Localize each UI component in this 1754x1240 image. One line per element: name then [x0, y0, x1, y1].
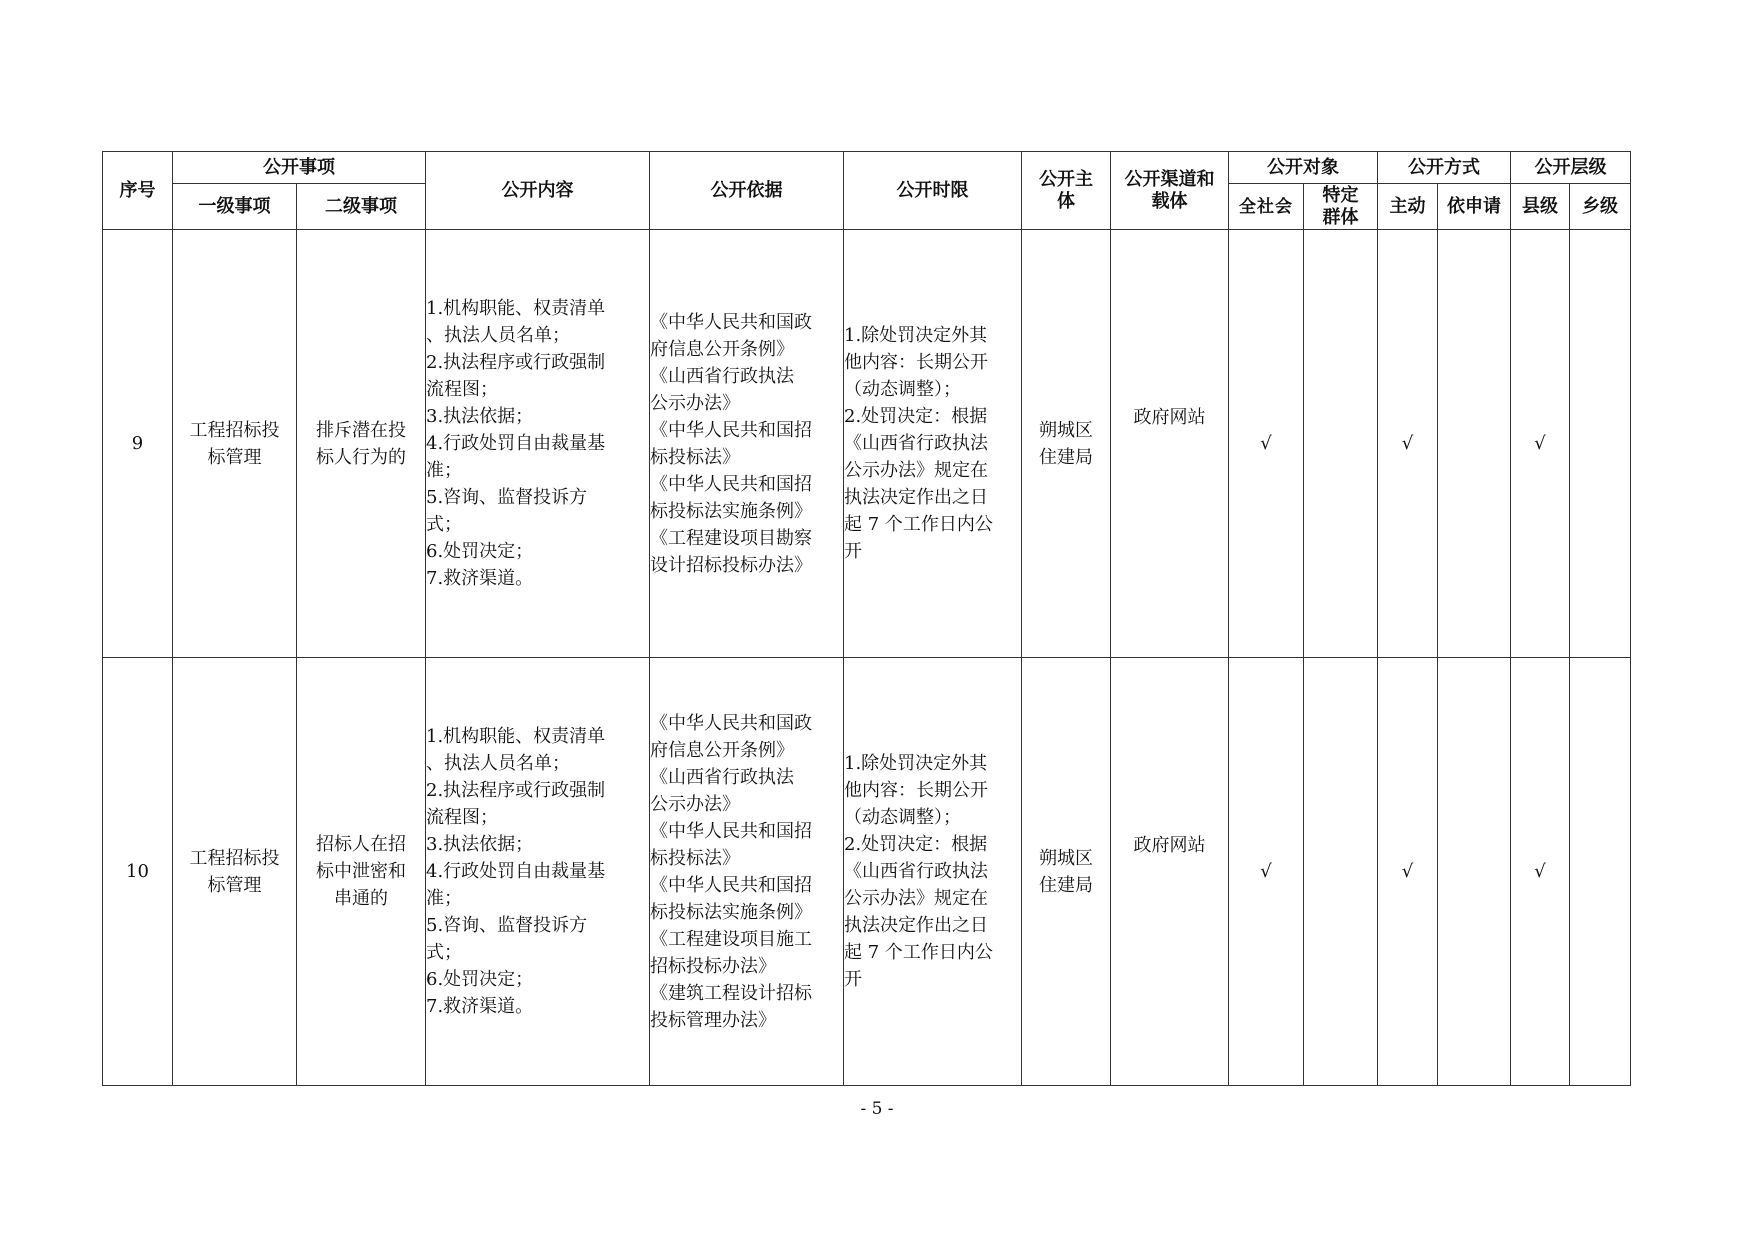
period-line: 2.处罚决定：根据	[844, 406, 988, 427]
period-line: 《山西省行政执法	[844, 433, 988, 454]
basis-line: 招标投标办法》	[650, 955, 776, 977]
period-line: 公示办法》规定在	[844, 460, 988, 481]
header-content: 公开内容	[426, 152, 650, 230]
content-line: 5.咨询、监督投诉方	[426, 487, 588, 508]
period-line: 《山西省行政执法	[844, 861, 988, 882]
basis-line: 《中华人民共和国政	[650, 712, 812, 734]
basis-line: 《建筑工程设计招标	[650, 982, 812, 1004]
content-line: 准；	[426, 888, 462, 909]
basis-line: 《中华人民共和国招	[650, 419, 812, 441]
basis-line: 《工程建设项目勘察	[650, 527, 812, 549]
row-content	[426, 658, 650, 1086]
basis-line: 《中华人民共和国政	[650, 311, 812, 333]
content-line: 7.救济渠道。	[426, 996, 534, 1017]
basis-line: 设计招标投标办法》	[650, 554, 812, 576]
basis-line: 标投标法》	[650, 847, 740, 869]
row-level2-line: 标中泄密和	[316, 861, 406, 882]
header-level-county: 县级	[1511, 184, 1570, 230]
row-basis	[650, 658, 844, 1086]
content-line: 1.机构职能、权责清单	[426, 298, 606, 319]
header-target: 公开对象	[1229, 152, 1378, 184]
basis-line: 《中华人民共和国招	[650, 820, 812, 842]
period-line: 1.除处罚决定外其	[844, 325, 988, 346]
row-level-township	[1570, 230, 1631, 658]
content-line: 2.执法程序或行政强制	[426, 352, 606, 373]
header-level1: 一级事项	[173, 184, 297, 230]
period-line: （动态调整）；	[844, 379, 961, 400]
header-seq: 序号	[103, 152, 173, 230]
row-level-township	[1570, 658, 1631, 1086]
row-level1-line: 标管理	[207, 874, 262, 896]
basis-line: 《中华人民共和国招	[650, 874, 812, 896]
period-line: （动态调整）；	[844, 807, 961, 828]
header-target-specific	[1304, 184, 1378, 230]
row-level1-line: 工程招标投	[189, 847, 280, 869]
basis-line: 投标管理办法》	[650, 1009, 776, 1031]
content-line: 6.处罚决定；	[426, 541, 534, 562]
row-method-active: √	[1378, 230, 1438, 658]
basis-line: 标投标法》	[650, 446, 740, 468]
header-subject-line1: 公开主	[1039, 168, 1093, 190]
header-subject-line2: 体	[1057, 190, 1075, 212]
content-line: 流程图；	[426, 379, 498, 400]
row-target-all: √	[1229, 230, 1304, 658]
header-channel	[1111, 152, 1229, 230]
row-level2	[297, 658, 426, 1086]
basis-line: 《工程建设项目施工	[650, 928, 812, 950]
content-line: 7.救济渠道。	[426, 568, 534, 589]
row-basis	[650, 230, 844, 658]
period-line: 起 7 个工作日内公	[844, 514, 993, 535]
header-target-all: 全社会	[1229, 184, 1304, 230]
period-line: 1.除处罚决定外其	[844, 753, 988, 774]
content-line: 流程图；	[426, 807, 498, 828]
header-period: 公开时限	[844, 152, 1022, 230]
row-level2-line: 串通的	[334, 888, 388, 909]
row-level2-line: 标人行为的	[316, 446, 406, 468]
period-line: 开	[844, 541, 862, 562]
disclosure-table	[102, 151, 1631, 1086]
row-method-active: √	[1378, 658, 1438, 1086]
row-target-specific	[1304, 658, 1378, 1086]
row-method-request	[1438, 658, 1511, 1086]
period-line: 起 7 个工作日内公	[844, 942, 993, 963]
content-line: 、执法人员名单；	[426, 325, 570, 346]
row-period	[844, 658, 1022, 1086]
channel-text: 政府网站	[1133, 835, 1206, 856]
basis-line: 标投标法实施条例》	[650, 901, 812, 923]
content-line: 1.机构职能、权责清单	[426, 726, 606, 747]
subject-line: 朔城区	[1039, 847, 1093, 869]
content-line: 3.执法依据；	[426, 406, 534, 427]
header-subject	[1022, 152, 1111, 230]
row-level2	[297, 230, 426, 658]
period-line: 执法决定作出之日	[844, 487, 988, 508]
content-line: 、执法人员名单；	[426, 753, 570, 774]
row-level-county: √	[1511, 658, 1570, 1086]
header-matters: 公开事项	[173, 152, 426, 184]
period-line: 执法决定作出之日	[844, 915, 988, 936]
header-method: 公开方式	[1378, 152, 1511, 184]
content-line: 式；	[426, 514, 462, 535]
row-level2-line: 排斥潜在投	[316, 419, 406, 441]
row-target-all: √	[1229, 658, 1304, 1086]
header-level-township: 乡级	[1570, 184, 1631, 230]
basis-line: 《山西省行政执法	[650, 365, 794, 387]
content-line: 4.行政处罚自由裁量基	[426, 861, 606, 882]
content-line: 3.执法依据；	[426, 834, 534, 855]
row-seq: 10	[103, 658, 173, 1086]
basis-line: 公示办法》	[650, 793, 740, 815]
channel-text: 政府网站	[1133, 407, 1206, 428]
row-period	[844, 230, 1022, 658]
content-line: 4.行政处罚自由裁量基	[426, 433, 606, 454]
header-level2: 二级事项	[297, 184, 426, 230]
row-channel	[1111, 658, 1229, 1086]
content-line: 准；	[426, 460, 462, 481]
header-basis: 公开依据	[650, 152, 844, 230]
period-line: 他内容：长期公开	[844, 780, 988, 801]
header-channel-line1: 公开渠道和	[1124, 168, 1215, 190]
page-number: - 5 -	[860, 1099, 894, 1119]
row-seq: 9	[103, 230, 173, 658]
row-subject	[1022, 658, 1111, 1086]
subject-line: 住建局	[1039, 446, 1093, 468]
content-line: 2.执法程序或行政强制	[426, 780, 606, 801]
content-line: 式；	[426, 942, 462, 963]
row-level1-line: 标管理	[207, 446, 262, 468]
header-method-active: 主动	[1378, 184, 1438, 230]
basis-line: 《山西省行政执法	[650, 766, 794, 788]
row-method-request	[1438, 230, 1511, 658]
period-line: 2.处罚决定：根据	[844, 834, 988, 855]
period-line: 公示办法》规定在	[844, 888, 988, 909]
period-line: 他内容：长期公开	[844, 352, 988, 373]
row-level1-line: 工程招标投	[189, 419, 280, 441]
table-row	[103, 658, 1631, 1086]
table-row	[103, 230, 1631, 658]
period-line: 开	[844, 969, 862, 990]
row-level2-line: 招标人在招	[316, 834, 406, 855]
content-line: 5.咨询、监督投诉方	[426, 915, 588, 936]
header-row-1	[103, 152, 1631, 184]
row-level1	[173, 658, 297, 1086]
row-level1	[173, 230, 297, 658]
header-channel-line2: 载体	[1151, 190, 1188, 212]
subject-line: 住建局	[1039, 874, 1093, 896]
header-target-specific-line2: 群体	[1322, 206, 1359, 228]
subject-line: 朔城区	[1039, 419, 1093, 441]
basis-line: 《中华人民共和国招	[650, 473, 812, 495]
basis-line: 府信息公开条例》	[650, 739, 794, 761]
content-line: 6.处罚决定；	[426, 969, 534, 990]
header-level: 公开层级	[1511, 152, 1631, 184]
basis-line: 标投标法实施条例》	[650, 500, 812, 522]
row-content	[426, 230, 650, 658]
header-method-request: 依申请	[1438, 184, 1511, 230]
row-subject	[1022, 230, 1111, 658]
basis-line: 公示办法》	[650, 392, 740, 414]
basis-line: 府信息公开条例》	[650, 338, 794, 360]
row-level-county: √	[1511, 230, 1570, 658]
row-channel	[1111, 230, 1229, 658]
header-target-specific-line1: 特定	[1322, 184, 1359, 206]
row-target-specific	[1304, 230, 1378, 658]
